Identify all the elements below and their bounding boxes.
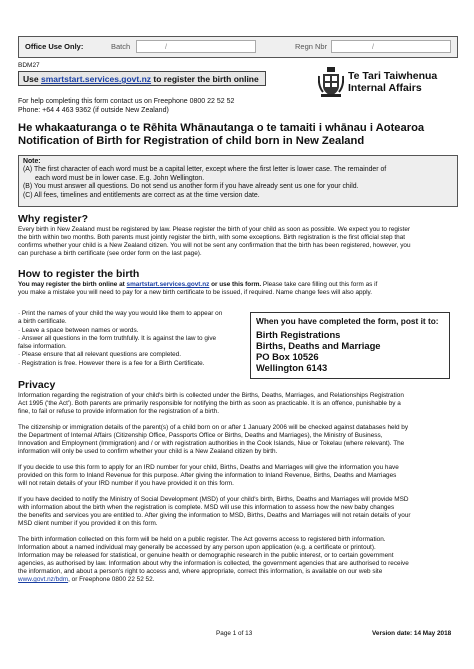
- list-item: · Registration is free. However there is a fee for a Birth Certificate.: [18, 359, 205, 367]
- smartstart-link-2[interactable]: smartstart.services.govt.nz: [126, 281, 210, 288]
- internal-affairs-logo: [318, 66, 458, 100]
- privacy-paragraph-4: If you have decided to notify the Ministry of Social Development (MSD) of your child's birth, Births, Deaths and Marriages will provide MSD with information about the birth when the registration is complete. MSD will use this information to assess how the new baby changes the benefits and services you are entitled to. After giving the information to MSD, Births, Deaths and Marriages will not retain details of your MSD client number if you provided it on this form.: [18, 496, 411, 527]
- office-use-label: Office Use Only:: [25, 42, 84, 51]
- address-line: Wellington 6143: [256, 362, 328, 373]
- coat-of-arms-icon: [318, 66, 344, 98]
- smartstart-link[interactable]: smartstart.services.govt.nz: [40, 74, 152, 84]
- batch-field[interactable]: /: [136, 40, 256, 53]
- how-register-section: How to register the birth You may register the birth online at smartstart.services.govt.nz or use this form. Please take care filling out this form as if you make a mistake you will need to pay for a new birth certificate to be issued, if required. Name change fees will also apply.: [18, 268, 460, 297]
- why-register-heading: Why register?: [18, 213, 89, 225]
- address-line: Birth Registrations: [256, 329, 341, 340]
- online-register-box: Use smartstart.services.govt.nz to register the birth online: [18, 71, 266, 86]
- instructions-list: [18, 310, 226, 368]
- why-register-section: Why register? Every birth in New Zealand must be registered by law. Please register the birth of your child as soon as possible. We expect you to register the birth within two months. Both parents must jointly register the birth, with some exceptions. Birth registration is the first official step that confirms whether your child is a New Zealand citizen. You will not be sent any confirmation that the birth has been registered, however, you can purchase a birth certificate (see order form on the last page).: [18, 213, 460, 258]
- list-item: · Leave a space between names or words.: [18, 326, 139, 334]
- note-box: Note: (A) The first character of each word must be a capital letter, except where the first letter is lower case. The remainder of each word must be in lower case. E.g. John Wellington. (B) You must answer all questions. Do not send us another form if you have already sent us one for your child. (C) All fees, timelines and entitlements are correct as at the time version date.: [18, 155, 458, 207]
- version-date: Version date: 14 May 2018: [372, 630, 452, 637]
- list-item: · Please ensure that all relevant questions are completed.: [18, 351, 182, 359]
- privacy-heading: Privacy: [18, 379, 56, 391]
- how-register-heading: How to register the birth: [18, 268, 140, 280]
- logo-line-2: Internal Affairs: [348, 82, 422, 94]
- address-line: PO Box 10526: [256, 351, 319, 362]
- privacy-paragraph-5: The birth information collected on this form will be held on a public register. The Act governs access to registered birth information. Information about a named individual may generally be accessed by any person upon application (e.g. a certificate or printout). Information may be released for statistical, or genuine health or demographic research in the public interest, or to certain government agencies, as authorised by law. Information about why the information is collected, the government agencies that are authorised to receive the information, and about a person's right to access and, where appropriate, correct this information, is available on our web site www.govt.nz/bdm, or Freephone 0800 22 52 52.: [18, 536, 409, 583]
- post-heading: When you have completed the form, post it to:: [256, 316, 439, 326]
- privacy-section: [18, 379, 460, 584]
- logo-line-1: Te Tari Taiwhenua: [348, 70, 438, 82]
- list-item: · Answer all questions in the form truthfully. It is against the law to give false information.: [18, 334, 217, 351]
- privacy-paragraph-1: Information regarding the registration of your child's birth is collected under the Births, Deaths, Marriages, and Relationships Registration Act 1995 ('the Act'). Both parents are primarily responsible for notifying the birth as soon as practicable. It is an offence, punishable by a fine, to fail or refuse to provide information for the registration of a birth.: [18, 392, 404, 415]
- postal-address-box: [250, 312, 450, 379]
- regn-label: Regn Nbr: [295, 42, 328, 51]
- page-number: Page 1 of 13: [216, 630, 253, 637]
- regn-field[interactable]: /: [331, 40, 451, 53]
- list-item: · Print the names of your child the way you would like them to appear on a birth certificate.: [18, 310, 223, 326]
- page-title: He whakaaturanga o te Rēhita Whānautanga o te tamaiti i whānau i Aotearoa Notification of Birth for Registration of child born in New Zealand: [18, 122, 425, 147]
- help-contact: For help completing this form contact us on Freephone 0800 22 52 52 Phone: +64 4 463 9362 (if outside New Zealand): [18, 98, 235, 114]
- bdm-website-link[interactable]: www.govt.nz/bdm: [18, 576, 69, 583]
- form-code: BDM27: [18, 62, 40, 69]
- privacy-paragraph-3: If you decide to use this form to apply for an IRD number for your child, Births, Deaths and Marriages will give the information you have provided on this form to Inland Revenue for this purpose. After giving the information to Inland Revenue, Births, Deaths and Marriages will not retain details of your IRD number if you have provided it on this form.: [18, 464, 399, 487]
- batch-label: Batch: [111, 42, 131, 51]
- privacy-paragraph-2: The citizenship or immigration details of the parent(s) of a child born on or after 1 January 2006 will be checked against databases held by the Department of Internal Affairs (Citizenship Office, Passports Office or Births, Deaths and Marriages), the Ministry of Business, Innovation and Employment (Immigration) and / or with registration authorities in the Cook Islands, Niue or Tokelau (where relevant). The information will only be used to confirm whether your child is a New Zealand citizen by birth.: [18, 424, 409, 455]
- address-line: Births, Deaths and Marriage: [256, 340, 381, 351]
- office-use-box: [18, 36, 458, 58]
